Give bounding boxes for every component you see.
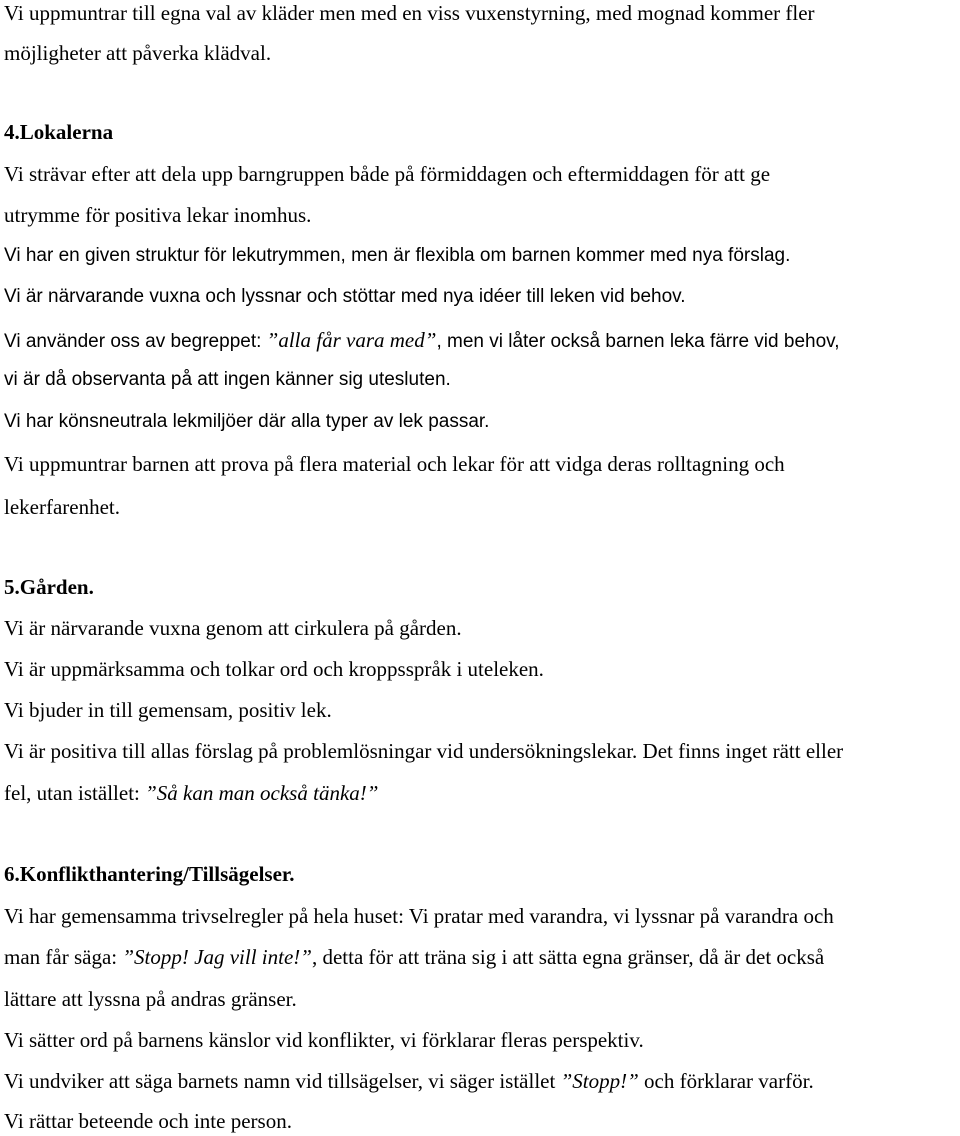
intro-line-1: Vi uppmuntrar till egna val av kläder men med en viss vuxenstyrning, med mognad kommer fler [4, 1, 815, 25]
section-6-line-5-start: Vi undviker att säga barnets namn vid tillsägelser, vi säger istället [4, 1069, 561, 1093]
section-6-line-5-end: och förklarar varför. [638, 1069, 814, 1093]
section-4-line-7: Vi har könsneutrala lekmiljöer där alla typer av lek passar. [4, 411, 490, 432]
section-4-line-9: lekerfarenhet. [4, 495, 121, 519]
section-6-line-2-start: man får säga: [4, 945, 123, 969]
section-4-line-3: Vi har en given struktur för lekutrymmen, men är flexibla om barnen kommer med nya förslag. [4, 245, 791, 266]
section-6-line-2 [4, 944, 824, 970]
section-4-line-5-start: Vi använder oss av begreppet: [4, 331, 267, 352]
section-6-line-3: lättare att lyssna på andras gränser. [4, 987, 297, 1011]
section-6-line-1: Vi har gemensamma trivselregler på hela huset: Vi pratar med varandra, vi lyssnar på varandra och [4, 904, 834, 928]
section-6-line-4: Vi sätter ord på barnens känslor vid konflikter, vi förklarar fleras perspektiv. [4, 1028, 644, 1052]
section-5-line-5 [4, 780, 378, 806]
section-4-line-6: vi är då observanta på att ingen känner sig utesluten. [4, 369, 451, 390]
section-6-heading: 6.Konflikthantering/Tillsägelser. [4, 862, 295, 886]
section-4-line-5-end: , men vi låter också barnen leka färre vid behov, [436, 331, 840, 352]
intro-line-2: möjligheter att påverka klädval. [4, 41, 272, 65]
section-4-line-8: Vi uppmuntrar barnen att prova på flera material och lekar för att vidga deras rolltagning och [4, 452, 785, 476]
section-4-line-2: utrymme för positiva lekar inomhus. [4, 203, 312, 227]
section-6-line-5 [4, 1068, 814, 1094]
section-4-line-1: Vi strävar efter att dela upp barngruppen både på förmiddagen och eftermiddagen för att ge [4, 162, 771, 186]
section-5-line-1: Vi är närvarande vuxna genom att cirkulera på gården. [4, 616, 462, 640]
section-4-line-4: Vi är närvarande vuxna och lyssnar och stöttar med nya idéer till leken vid behov. [4, 286, 686, 307]
section-5-line-4: Vi är positiva till allas förslag på problemlösningar vid undersökningslekar. Det finns inget rätt eller [4, 739, 844, 763]
section-5-line-2: Vi är uppmärksamma och tolkar ord och kroppsspråk i uteleken. [4, 657, 544, 681]
quote-sa-kan-man-ocksa-tanka: ”Så kan man också tänka!” [145, 781, 379, 805]
section-5-heading: 5.Gården. [4, 575, 94, 599]
quote-alla-far-vara-med: ”alla får vara med” [266, 328, 437, 352]
section-6-line-2-end: , detta för att träna sig i att sätta egna gränser, då är det också [311, 945, 825, 969]
quote-stopp: ”Stopp!” [560, 1069, 639, 1093]
section-4-line-5 [4, 327, 840, 355]
quote-stopp-jag-vill-inte: ”Stopp! Jag vill inte!” [122, 945, 312, 969]
section-6-line-6: Vi rättar beteende och inte person. [4, 1109, 292, 1133]
section-5-line-5-start: fel, utan istället: [4, 781, 146, 805]
section-5-line-3: Vi bjuder in till gemensam, positiv lek. [4, 698, 332, 722]
section-4-heading: 4.Lokalerna [4, 120, 114, 144]
